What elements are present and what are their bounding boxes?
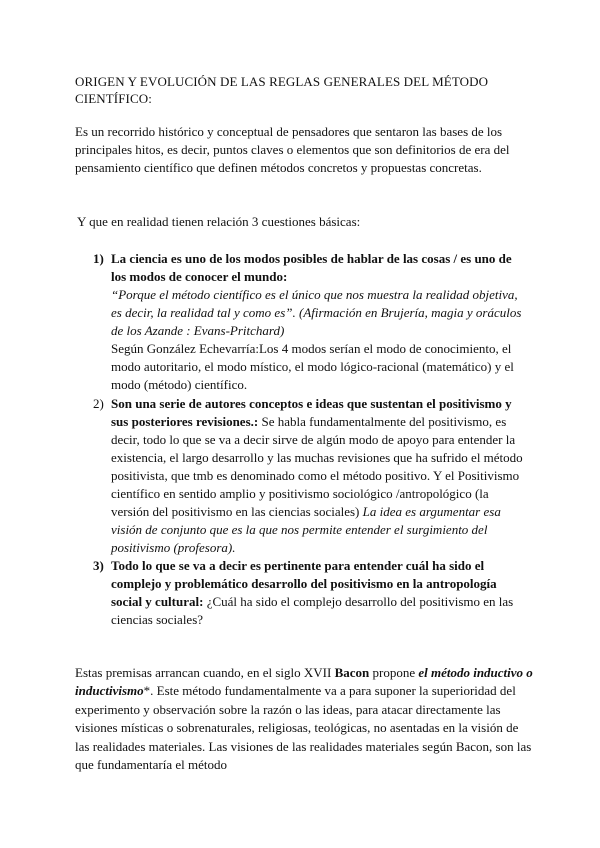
list-number: 2) (93, 396, 104, 411)
list-item-body: Según González Echevarría:Los 4 modos serían el modo de conocimiento, el modo autoritario, el modo místico, el modo lógico-racional (matemático) y el modo (método) científico. (111, 341, 514, 392)
list-item-heading: Todo lo que se va a decir es pertinente para entender cuál ha sido el complejo y problemático desarrollo del positivismo en la antropología social y cultural: (111, 558, 497, 609)
list-item-quote: “Porque el método científico es el único que nos muestra la realidad objetiva, es decir, la realidad tal y como es”. (Afirmación en Brujería, magia y oráculos de los Azande : Evans-Pritchard) (111, 287, 522, 338)
intro-paragraph: Es un recorrido histórico y conceptual de pensadores que sentaron las bases de los principales hitos, es decir, puntos claves o elementos que son definitorios de era del pensamiento científico que definen métodos concretos y propuestas concretas. (75, 124, 510, 175)
closing-text: *. Este método fundamentalmente va a para suponer la superioridad del experimento y observación sobre la razón o las ideas, para atacar directamente las visiones místicas o sobrenaturales, religiosas, teológicas, no asentadas en la visión de las realidades materiales. Las visiones de las realidades materiales según Bacon, son las que fundamentaría el método (75, 683, 532, 773)
closing-text: propone (369, 665, 419, 680)
bacon-name: Bacon (334, 665, 370, 680)
list-item-body: ¿Cuál ha sido el complejo desarrollo del positivismo en las ciencias sociales? (111, 594, 514, 627)
closing-paragraph (75, 664, 535, 774)
list-item-heading: La ciencia es uno de los modos posibles de hablar de las cosas / es uno de los modos de conocer el mundo: (111, 251, 512, 284)
list-item (93, 557, 525, 629)
method-name: el método inductivo o inductivismo (75, 665, 533, 699)
list-item-body: Se habla fundamentalmente del positivismo, es decir, todo lo que se va a decir sirve de algún modo de apoyo para entender la existencia, el largo desarrollo y las muchas revisiones que ha sufrido el método positivista, que tmb es denominado como el método positivo. Y el Positivismo científico en sentido amplio y positivismo sociológico /antropológico (la versión del positivismo en las ciencias sociales) (111, 414, 523, 519)
list-item-note: La idea es argumentar esa visión de conjunto que es la que nos permite entender el surgimiento del positivismo (profesora). (111, 504, 501, 555)
list-item (93, 395, 525, 557)
closing-text: Estas premisas arrancan cuando, en el siglo XVII (75, 665, 335, 680)
document-title: ORIGEN Y EVOLUCIÓN DE LAS REGLAS GENERALES DEL MÉTODO CIENTÍFICO: (75, 74, 489, 106)
list-item-heading: Son una serie de autores conceptos e ideas que sustentan el positivismo y sus posteriores revisiones.: (111, 396, 512, 429)
list-item (93, 250, 525, 394)
list-number: 1) (93, 251, 104, 266)
relation-line: Y que en realidad tienen relación 3 cuestiones básicas: (77, 214, 361, 229)
numbered-list (93, 250, 525, 629)
list-number: 3) (93, 558, 104, 573)
